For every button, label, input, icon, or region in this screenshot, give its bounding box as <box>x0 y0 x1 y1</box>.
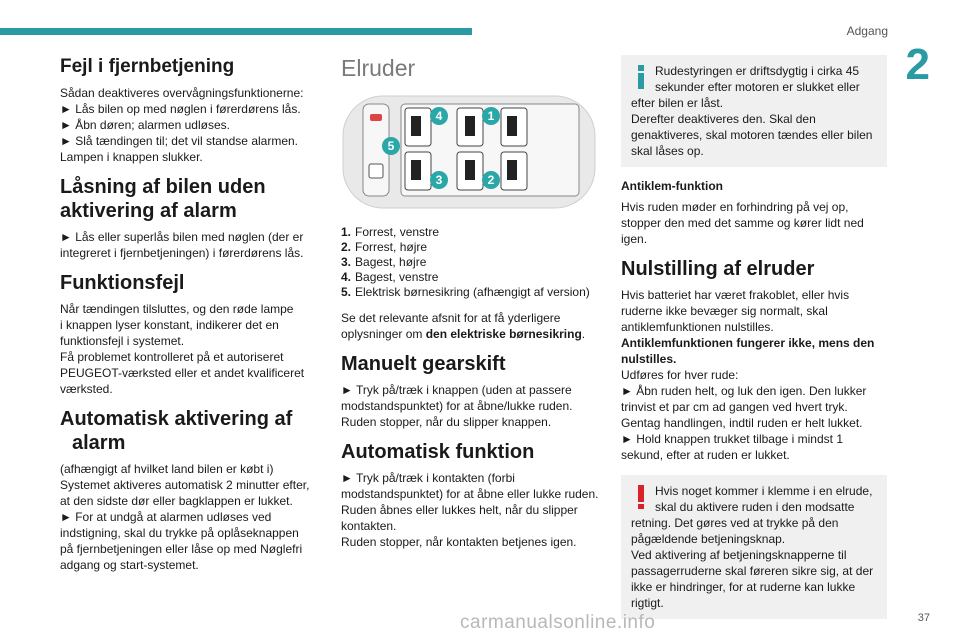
list-text: Forrest, højre <box>355 240 428 254</box>
text-line: skal låses op. <box>631 144 704 158</box>
heading-malfunction: Funktionsfejl <box>60 272 185 294</box>
text-line: indstigning, skal du trykke på oplåseknappen <box>60 526 299 540</box>
heading-line: aktivering af alarm <box>60 200 237 222</box>
heading-power-windows: Elruder <box>341 55 416 81</box>
list-item <box>341 255 603 270</box>
label-4: 4 <box>435 109 443 123</box>
list-item <box>341 225 603 240</box>
text-line: rigtigt. <box>631 596 664 610</box>
text-end: . <box>581 327 586 341</box>
text-line: modstandspunktet) for at åbne eller lukke ruden. <box>341 487 599 501</box>
text-line: ► Hold knappen trukket tilbage i mindst 1 <box>621 432 843 446</box>
list-number: 4. <box>341 270 352 284</box>
heading-auto-activation <box>60 407 318 455</box>
heading-reset: Nulstilling af elruder <box>621 258 815 280</box>
text-line: pågældende betjeningsknap. <box>631 532 786 546</box>
paragraph-lock-without-alarm <box>60 229 318 261</box>
text-line: PEUGEOT-værksted eller et andet kvalificeret <box>60 366 305 380</box>
text-bold: den elektriske børnesikring <box>425 327 582 341</box>
text-line: Udføres for hver rude: <box>621 368 739 382</box>
text-line: antiklemfunktionen nulstilles. <box>621 320 774 334</box>
info-box <box>621 55 887 167</box>
text-line: retning. Det gøres ved at trykke på den <box>631 516 839 530</box>
heading-anti-pinch: Antiklem-funktion <box>621 179 723 193</box>
text-line: Lampen i knappen slukker. <box>60 150 203 164</box>
text-line: Hvis batteriet har været frakoblet, eller hvis <box>621 288 850 302</box>
list-number: 2. <box>341 240 352 254</box>
window-switch-diagram <box>341 94 597 210</box>
text-line: kontakten. <box>341 519 397 533</box>
text-line: Systemet aktiveres automatisk 2 minutter efter, <box>60 478 310 492</box>
heading-manual: Manuelt gearskift <box>341 353 506 375</box>
list-number: 5. <box>341 285 352 299</box>
text-line: sekunder efter motoren er slukket eller <box>655 80 860 94</box>
text-line: efter bilen er låst. <box>631 96 724 110</box>
text-line: at den sidste dør eller bagklappen er lukket. <box>60 494 293 508</box>
text-line: ► Åbn ruden helt, og luk den igen. Den lukker <box>621 384 867 398</box>
text-line: ikke er hindringer, for at ruderne kan lukke <box>631 580 856 594</box>
text-line: stopper den med det samme og kører lidt ned <box>621 216 864 230</box>
heading-line: Låsning af bilen uden <box>60 176 266 198</box>
text-line: Hvis noget kommer i klemme i en elrude, <box>655 484 873 498</box>
text-line: genaktiveres, skal motoren tændes eller bilen <box>631 128 873 142</box>
paragraph-automatic <box>341 470 603 550</box>
list-number: 1. <box>341 225 352 239</box>
paragraph-see-section <box>341 310 603 342</box>
text-line: (afhængigt af hvilket land bilen er købt i) <box>60 462 274 476</box>
column-right <box>621 55 887 619</box>
paragraph-auto-activation <box>60 461 318 573</box>
text-line: Når tændingen tilsluttes, og den røde lampe <box>60 302 294 316</box>
label-1: 1 <box>487 109 495 123</box>
text-line: Ruden stopper, når du slipper knappen. <box>341 415 552 429</box>
text-line: ► Lås bilen op med nøglen i førerdørens lås. <box>60 102 301 116</box>
page-number: 37 <box>917 612 930 624</box>
label-5: 5 <box>387 139 395 153</box>
heading-line: Automatisk aktivering af <box>60 408 293 430</box>
info-icon <box>631 63 651 91</box>
warning-box <box>621 475 887 619</box>
list-number: 3. <box>341 255 352 269</box>
text-line: adgang og start-systemet. <box>60 558 199 572</box>
list-item <box>341 285 603 300</box>
text-line: Hvis ruden møder en forhindring på vej op, <box>621 200 849 214</box>
chapter-number: 2 <box>905 40 930 89</box>
text-line: ► Tryk på/træk i kontakten (forbi <box>341 471 515 485</box>
text-line: værksted. <box>60 382 113 396</box>
paragraph-malfunction <box>60 301 318 397</box>
text-line: passagerruderne skal føreren sikre sig, at der <box>631 564 874 578</box>
text-line: ► Åbn døren; alarmen udløses. <box>60 118 230 132</box>
text-line: Rudestyringen er driftsdygtig i cirka 45 <box>655 64 860 78</box>
watermark: carmanualsonline.info <box>460 612 656 633</box>
text-line: Ruden stopper, når kontakten betjenes igen. <box>341 535 577 549</box>
text-line: i knappen lyser konstant, indikerer det en <box>60 318 279 332</box>
list-text: Bagest, højre <box>355 255 427 269</box>
window-list <box>341 225 603 300</box>
text-line: Se det relevante afsnit for at få yderligere <box>341 311 561 325</box>
label-3: 3 <box>435 173 443 187</box>
warning-icon <box>631 483 651 511</box>
text-line: Ruden åbnes eller lukkes helt, når du slipper <box>341 503 578 517</box>
list-text: Elektrisk børnesikring (afhængigt af version) <box>355 285 590 299</box>
text-line: ► Slå tændingen til; det vil standse alarmen. <box>60 134 299 148</box>
list-item <box>341 270 603 285</box>
paragraph-remote-fault <box>60 85 318 165</box>
text-line: ► For at undgå at alarmen udløses ved <box>60 510 272 524</box>
text-line: modstandspunktet) for at åbne/lukke ruden. <box>341 399 573 413</box>
heading-remote-fault: Fejl i fjernbetjening <box>60 56 235 77</box>
text-line: Gentag handlingen, indtil ruden er helt lukket. <box>621 416 863 430</box>
text-line: på fjernbetjeningen eller låse op med Nøglefri <box>60 542 303 556</box>
paragraph-manual <box>341 382 603 430</box>
list-text: Forrest, venstre <box>355 225 440 239</box>
text-line: ruderne ikke bevæger sig normalt, skal <box>621 304 828 318</box>
column-left <box>60 55 318 583</box>
list-item <box>341 240 603 255</box>
text-line: Få problemet kontrolleret på et autoriseret <box>60 350 284 364</box>
heading-automatic: Automatisk funktion <box>341 441 535 463</box>
text-bold: nulstilles. <box>621 352 677 366</box>
section-title: Adgang <box>846 24 888 38</box>
text-line: Derefter deaktiveres den. Skal den <box>631 112 816 126</box>
text-line: sekund, efter at ruden er lukket. <box>621 448 790 462</box>
paragraph-anti-pinch <box>621 199 887 247</box>
heading-line: alarm <box>72 432 126 454</box>
paragraph-reset <box>621 287 887 463</box>
text-line: skal du aktivere ruden i den modsatte <box>655 500 855 514</box>
text-line: ► Lås eller superlås bilen med nøglen (der er <box>60 230 304 244</box>
text-line: Sådan deaktiveres overvågningsfunktionerne: <box>60 86 304 100</box>
header-accent-bar <box>0 28 472 35</box>
text-line: trinvist et par cm ad gangen ved hvert tryk. <box>621 400 848 414</box>
text-line: ► Tryk på/træk i knappen (uden at passere <box>341 383 572 397</box>
text-line: oplysninger om <box>341 327 426 341</box>
label-2: 2 <box>487 173 495 187</box>
column-middle <box>341 55 603 560</box>
text-line: funktionsfejl i systemet. <box>60 334 185 348</box>
text-line: Ved aktivering af betjeningsknapperne til <box>631 548 847 562</box>
heading-lock-without-alarm <box>60 175 318 223</box>
list-text: Bagest, venstre <box>355 270 439 284</box>
text-line: integreret i fjernbetjeningen) i førerdørens lås. <box>60 246 304 260</box>
text-bold: Antiklemfunktionen fungerer ikke, mens den <box>621 336 875 350</box>
text-line: igen. <box>621 232 648 246</box>
